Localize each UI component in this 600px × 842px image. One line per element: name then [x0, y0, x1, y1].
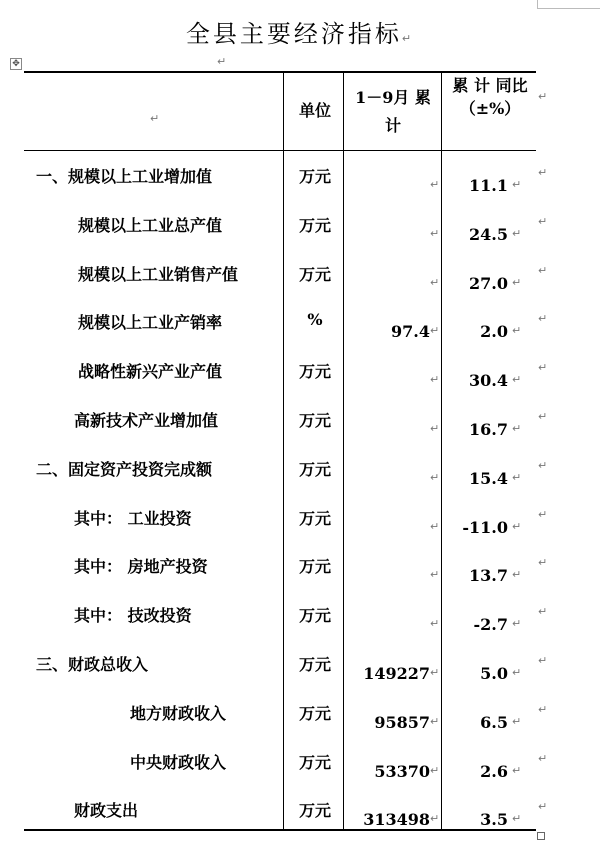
move-handle-icon[interactable]: ✥ [10, 58, 22, 70]
row-unit: 万元 [298, 411, 331, 430]
row-unit: 万元 [298, 655, 331, 674]
row-cumulative-value: 149227 [363, 664, 430, 683]
paragraph-mark-icon: ↵ [538, 605, 548, 618]
row-label: 一、规模以上工业增加值 [36, 167, 213, 186]
paragraph-mark-icon: ↵ [401, 32, 415, 45]
paragraph-mark-icon: ↵ [538, 410, 548, 423]
row-cumulative-value: 95857 [374, 713, 430, 732]
row-unit: 万元 [298, 460, 331, 479]
row-label: 其中： 工业投资 [74, 509, 192, 528]
row-label: 地方财政收入 [130, 704, 227, 723]
paragraph-mark-icon: ↵ [512, 227, 522, 240]
paragraph-mark-icon: ↵ [512, 276, 522, 289]
column-divider [343, 73, 344, 830]
row-label: 战略性新兴产业产值 [78, 362, 223, 381]
paragraph-mark-icon: ↵ [538, 459, 548, 472]
row-unit: 万元 [298, 801, 331, 820]
paragraph-mark-icon: ↵ [538, 90, 548, 103]
paragraph-mark-icon: ↵ [538, 703, 548, 716]
paragraph-mark-icon: ↵ [512, 617, 522, 630]
paragraph-mark-icon: ↵ [430, 178, 440, 191]
paragraph-mark-icon: ↵ [512, 520, 522, 533]
paragraph-mark-icon: ↵ [150, 112, 160, 125]
paragraph-mark-icon: ↵ [538, 752, 548, 765]
paragraph-mark-icon: ↵ [430, 324, 440, 337]
row-yoy-value: 15.4 [469, 469, 508, 488]
paragraph-mark-icon: ↵ [512, 568, 522, 581]
paragraph-mark-icon: ↵ [512, 422, 522, 435]
column-divider [441, 73, 442, 830]
paragraph-mark-icon: ↵ [538, 654, 548, 667]
paragraph-mark-icon: ↵ [430, 520, 440, 533]
paragraph-mark-icon: ↵ [430, 373, 440, 386]
row-yoy-value: -2.7 [473, 615, 508, 634]
paragraph-mark-icon: ↵ [430, 422, 440, 435]
table-top-border [24, 71, 536, 73]
paragraph-mark-icon: ↵ [538, 556, 548, 569]
paragraph-mark-icon: ↵ [430, 764, 440, 777]
row-unit: 万元 [298, 265, 331, 284]
row-yoy-value: 30.4 [469, 371, 508, 390]
row-label: 中央财政收入 [130, 753, 227, 772]
paragraph-mark-icon: ↵ [430, 471, 440, 484]
paragraph-mark-icon: ↵ [538, 166, 548, 179]
header-divider [24, 150, 536, 151]
table-resize-handle[interactable] [537, 832, 545, 840]
paragraph-mark-icon: ↵ [430, 276, 440, 289]
row-unit: 万元 [298, 216, 331, 235]
row-yoy-value: 2.6 [480, 762, 508, 781]
paragraph-mark-icon: ↵ [512, 178, 522, 191]
row-cumulative-value: 313498 [363, 810, 430, 829]
paragraph-mark-icon: ↵ [430, 812, 440, 825]
row-yoy-value: 13.7 [469, 566, 508, 585]
column-divider [283, 73, 284, 830]
paragraph-mark-icon: ↵ [512, 471, 522, 484]
row-label: 二、固定资产投资完成额 [36, 460, 213, 479]
paragraph-mark-icon: ↵ [217, 55, 227, 68]
page-title [0, 14, 600, 49]
paragraph-mark-icon: ↵ [538, 800, 548, 813]
paragraph-mark-icon: ↵ [538, 312, 548, 325]
paragraph-mark-icon: ↵ [538, 361, 548, 374]
row-label: 三、财政总收入 [36, 655, 149, 674]
row-yoy-value: 16.7 [469, 420, 508, 439]
row-yoy-value: 3.5 [480, 810, 508, 829]
title-text: 全县主要经济指标 [185, 20, 402, 48]
row-unit: 万元 [298, 167, 331, 186]
row-unit: % [307, 310, 323, 329]
row-label: 规模以上工业销售产值 [78, 265, 239, 284]
paragraph-mark-icon: ↵ [538, 508, 548, 521]
row-cumulative-value: 53370 [374, 762, 430, 781]
paragraph-mark-icon: ↵ [512, 764, 522, 777]
row-unit: 万元 [298, 753, 331, 772]
paragraph-mark-icon: ↵ [430, 617, 440, 630]
paragraph-mark-icon: ↵ [512, 666, 522, 679]
paragraph-mark-icon: ↵ [512, 324, 522, 337]
paragraph-mark-icon: ↵ [430, 227, 440, 240]
row-yoy-value: 2.0 [480, 322, 508, 341]
row-cumulative-value: 97.4 [391, 322, 430, 341]
table-bottom-border [24, 829, 536, 831]
row-unit: 万元 [298, 557, 331, 576]
row-yoy-value: 6.5 [480, 713, 508, 732]
row-yoy-value: 24.5 [469, 225, 508, 244]
row-yoy-value: 5.0 [480, 664, 508, 683]
row-unit: 万元 [298, 509, 331, 528]
paragraph-mark-icon: ↵ [430, 568, 440, 581]
row-yoy-value: 11.1 [469, 176, 508, 195]
header-yoy: 累 计 同比 （±%） [452, 76, 528, 118]
paragraph-mark-icon: ↵ [430, 715, 440, 728]
row-label: 其中： 技改投资 [74, 606, 192, 625]
header-cumulative: 1－9月 累 计 [355, 88, 431, 135]
paragraph-mark-icon: ↵ [538, 215, 548, 228]
paragraph-mark-icon: ↵ [512, 715, 522, 728]
row-yoy-value: -11.0 [462, 518, 508, 537]
paragraph-mark-icon: ↵ [512, 812, 522, 825]
header-unit: 单位 [298, 101, 331, 120]
row-unit: 万元 [298, 362, 331, 381]
row-label: 财政支出 [74, 801, 139, 820]
row-unit: 万元 [298, 606, 331, 625]
paragraph-mark-icon: ↵ [512, 373, 522, 386]
row-yoy-value: 27.0 [469, 274, 508, 293]
paragraph-mark-icon: ↵ [538, 264, 548, 277]
row-label: 高新技术产业增加值 [74, 411, 219, 430]
row-unit: 万元 [298, 704, 331, 723]
row-label: 规模以上工业总产值 [78, 216, 223, 235]
paragraph-mark-icon: ↵ [430, 666, 440, 679]
row-label: 规模以上工业产销率 [78, 313, 223, 332]
row-label: 其中： 房地产投资 [74, 557, 208, 576]
page-corner-marker [537, 0, 600, 9]
